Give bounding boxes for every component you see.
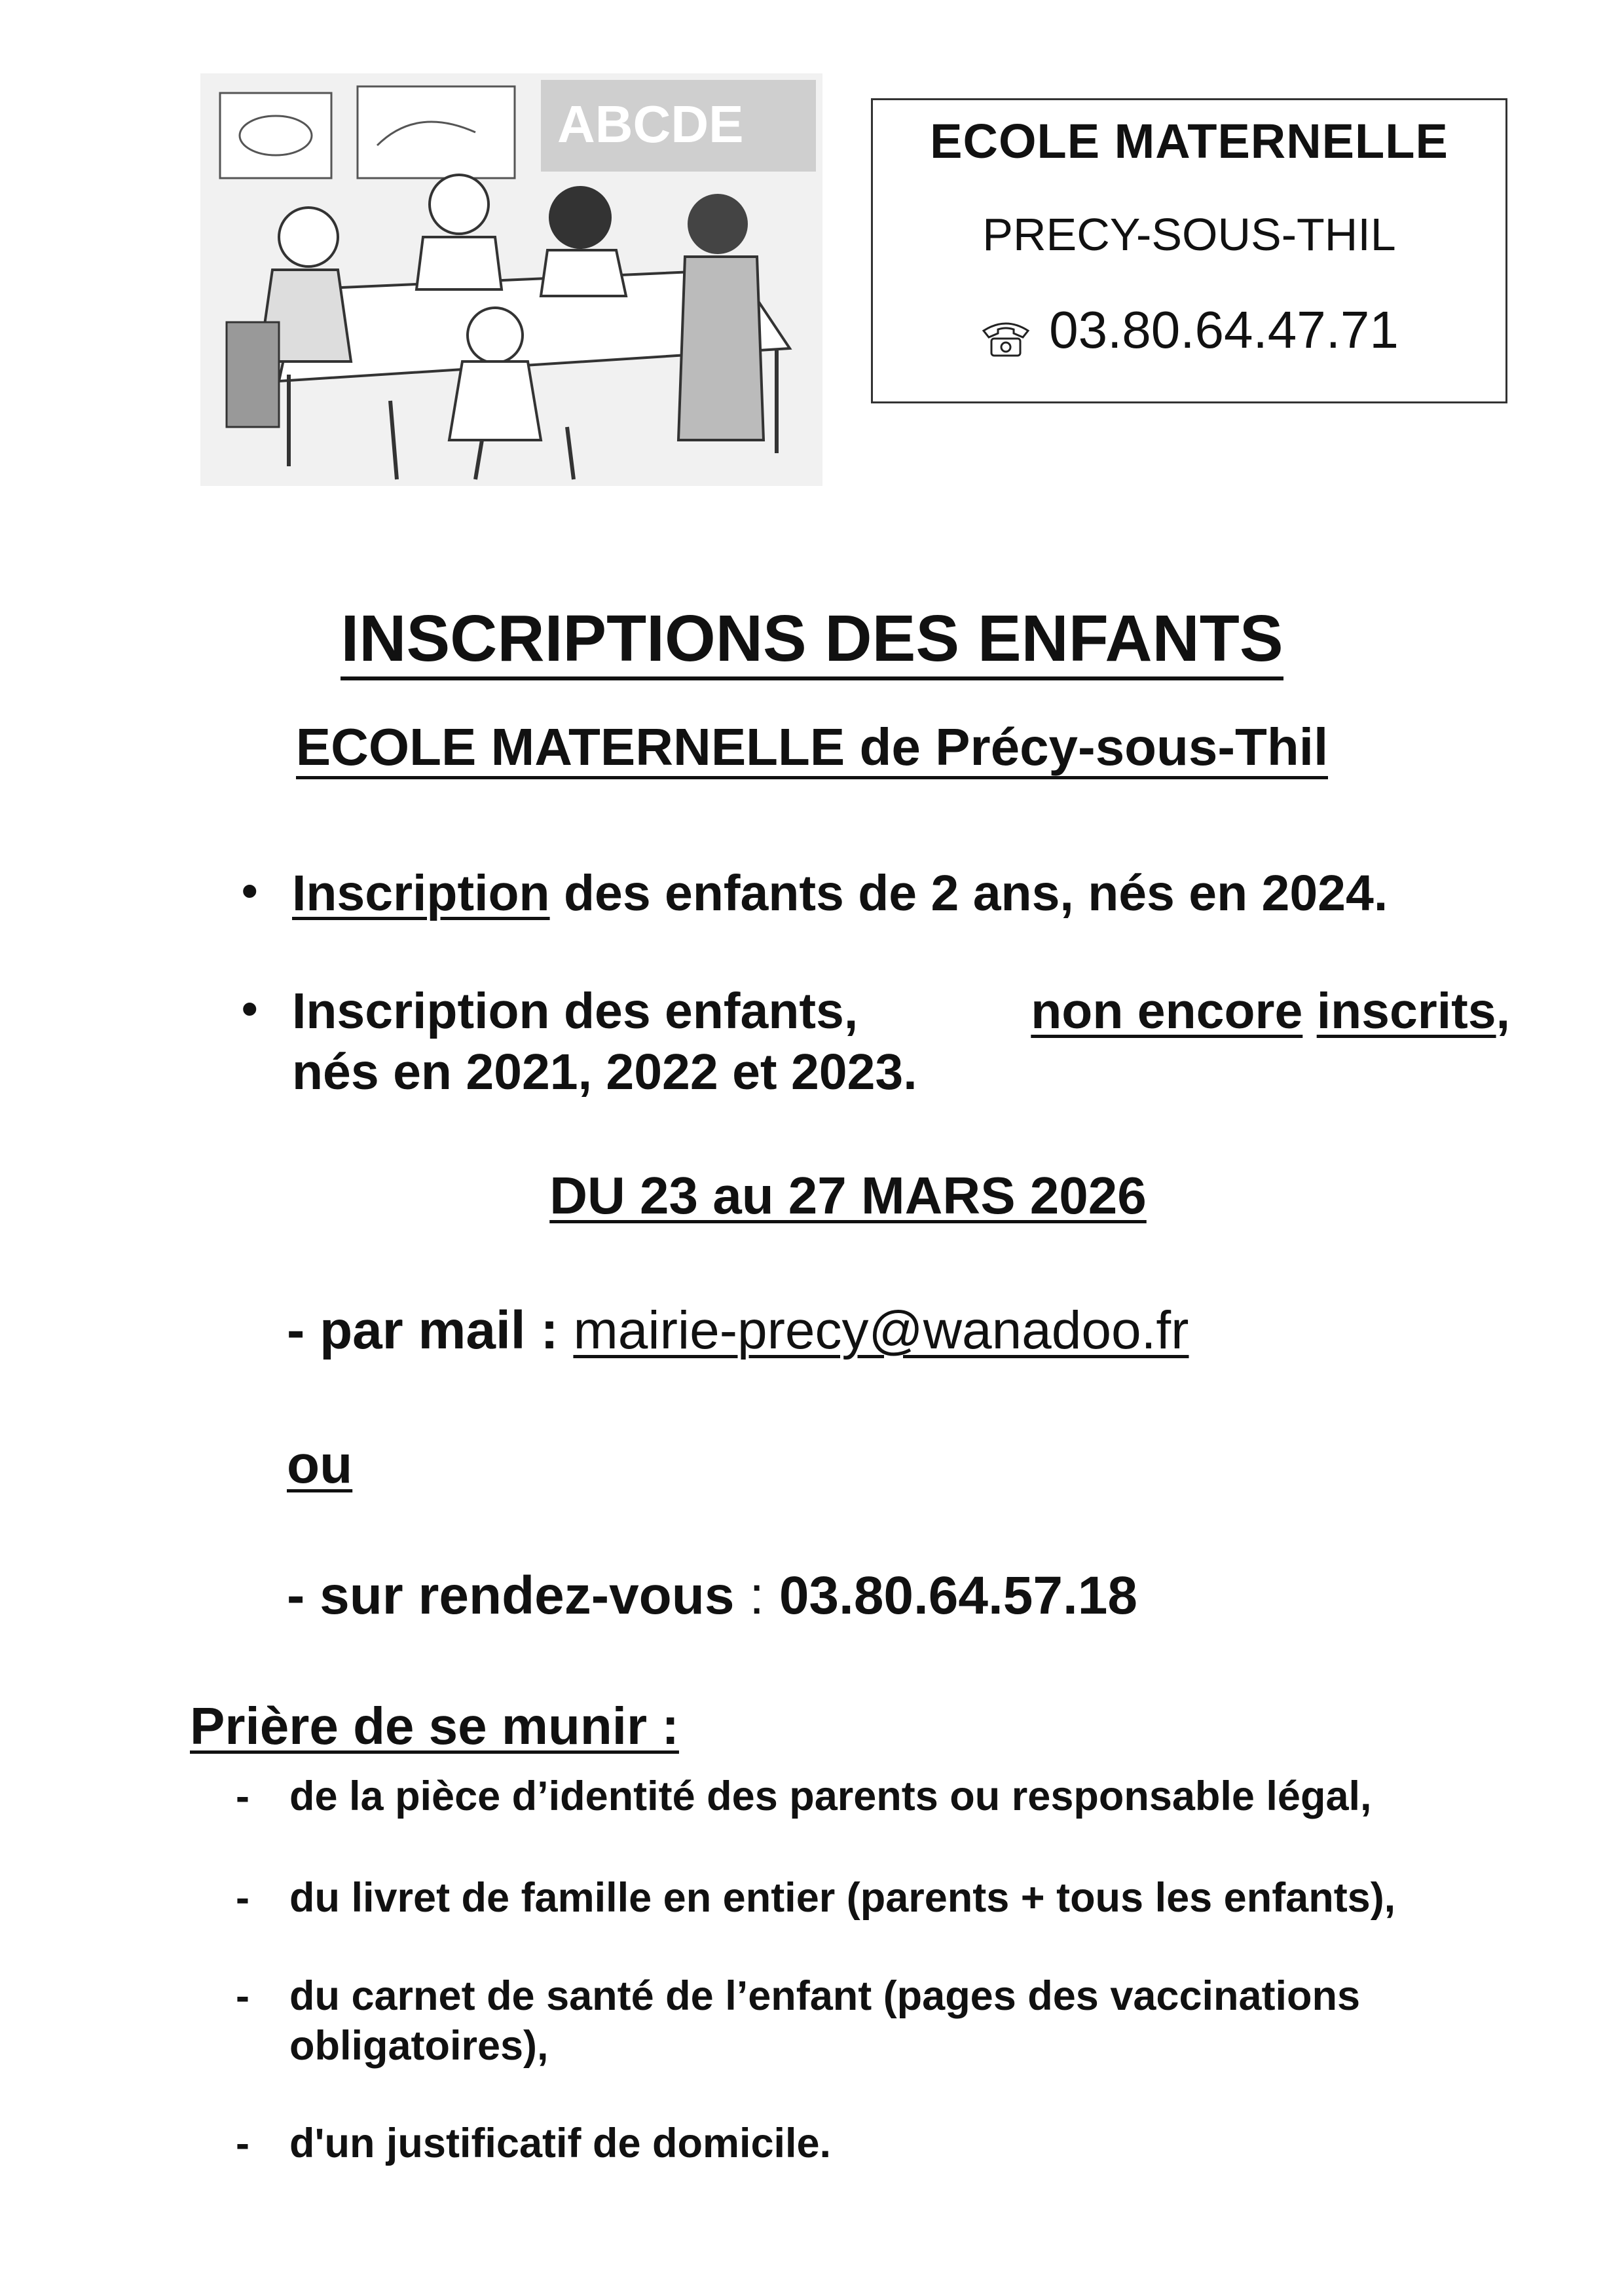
school-name: ECOLE MATERNELLE (930, 114, 1449, 168)
telephone-icon (980, 310, 1032, 350)
rdv-phone: 03.80.64.57.18 (779, 1566, 1138, 1625)
page-title: INSCRIPTIONS DES ENFANTS (0, 601, 1624, 676)
contact-mail: - par mail : mairie-precy@wanadoo.fr (287, 1301, 1189, 1360)
mail-link[interactable]: mairie-precy@wanadoo.fr (573, 1301, 1189, 1360)
board-text: ABCDE (557, 95, 744, 153)
bullet-item-1: • Inscription des enfants de 2 ans, nés en 2024. (242, 865, 1388, 921)
school-header-box (871, 98, 1507, 403)
requirements-title: Prière de se munir : (190, 1697, 679, 1755)
children-classroom-illustration (200, 73, 822, 486)
school-town: PRECY-SOUS-THIL (982, 209, 1396, 260)
registration-dates: DU 23 au 27 MARS 2026 (549, 1166, 1147, 1225)
bullet-dot-icon: • (242, 983, 258, 1034)
bullet-dot-icon: • (242, 865, 258, 916)
bullet-item-2: • Inscription des enfants, non encore inscrits, nés en 2021, 2022 et 2023. (242, 983, 1510, 1100)
school-phone-line (873, 300, 1505, 360)
contact-or: ou (287, 1435, 353, 1494)
page-subtitle: ECOLE MATERNELLE de Précy-sous-Thil (0, 717, 1624, 777)
contact-rdv: - sur rendez-vous : 03.80.64.57.18 (287, 1566, 1138, 1625)
school-phone-number: 03.80.64.47.71 (1049, 301, 1399, 359)
